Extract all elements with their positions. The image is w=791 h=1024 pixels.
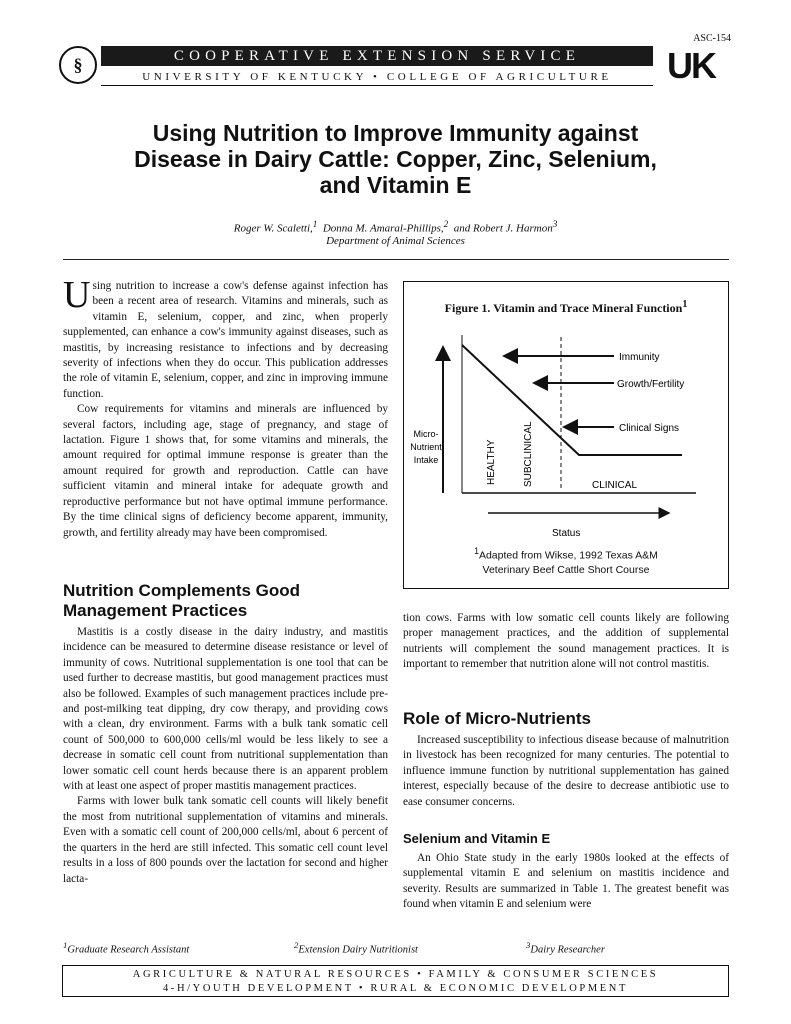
label-immunity: Immunity [619, 352, 660, 363]
footnote-2-sup: 2 [294, 940, 299, 950]
right-column-role [403, 733, 729, 810]
caption-line-1: Adapted from Wikse, 1992 Texas A&M [478, 549, 658, 562]
footer-line-2: 4-H/YOUTH DEVELOPMENT • RURAL & ECONOMIC DEVELOPMENT [163, 983, 628, 994]
author-3: and Robert J. Harmon [453, 222, 553, 235]
footnote-1 [63, 940, 189, 956]
left-column-bottom [63, 625, 388, 887]
page-title [40, 120, 751, 198]
author-line [40, 219, 751, 235]
uk-logo: UK [667, 45, 715, 86]
author-1: Roger W. Scaletti, [233, 222, 313, 235]
figure-diagram [404, 325, 726, 541]
heading-line-2: Management Practices [63, 601, 248, 620]
drop-cap: U [63, 274, 91, 316]
author-2-sup: 2 [443, 219, 449, 229]
footnote-3-sup: 3 [526, 940, 531, 950]
label-healthy: HEALTHY [486, 439, 497, 485]
right-column-continuation [403, 611, 729, 673]
heading-text: Role of Micro-Nutrients [403, 709, 591, 728]
label-clinical: CLINICAL [592, 480, 638, 491]
figure-caption [403, 544, 729, 577]
title-line-3: and Vitamin E [319, 172, 472, 198]
label-y-2: Nutrient [410, 442, 442, 452]
program-footer [62, 965, 729, 997]
footnote-3 [526, 940, 605, 956]
figure-title-text: Figure 1. Vitamin and Trace Mineral Function [444, 301, 683, 315]
label-subclinical: SUBCLINICAL [523, 421, 534, 487]
left-column-top [63, 274, 388, 541]
heading-nutrition-complements [63, 581, 388, 621]
footnote-1-text: Graduate Research Assistant [67, 944, 190, 956]
heading-selenium-vitamin-e [403, 831, 729, 846]
title-divider [63, 259, 729, 260]
title-line-2: Disease in Dairy Cattle: Copper, Zinc, Selenium, [134, 146, 657, 172]
intro-paragraph [63, 274, 388, 402]
caption-line-2: Veterinary Beef Cattle Short Course [482, 563, 650, 576]
label-status: Status [552, 528, 581, 539]
figure-title-sup: 1 [682, 299, 688, 310]
document-number: ASC-154 [693, 33, 731, 44]
label-clinical-signs: Clinical Signs [619, 423, 680, 434]
label-y-3: Intake [413, 455, 439, 465]
paragraph-mastitis: Mastitis is a costly disease in the dairy industry, and mastitis incidence can be measured to determine disease resistance or level of immunity of cows. Nutritional supplementation is one tool that can be used further to decrease mastitis, but good management practices must also be followed. Examples of such management practices include pre- and post-milking teat dipping, dry cow therapy, and providing cows with a clean, dry environment. Farms with a bulk tank somatic cell count of 500,000 to 600,000 cells/ml would be less likely to see a decrease in somatic cell count from nutritional supplementation than lower somatic cell count herds because there is an apparent problem with at least one aspect of proper mastitis management practices. [63, 626, 388, 793]
service-banner: COOPERATIVE EXTENSION SERVICE [101, 46, 653, 66]
footnote-3-text: Dairy Researcher [530, 944, 605, 956]
label-growth: Growth/Fertility [617, 379, 685, 390]
footer-line-1: AGRICULTURE & NATURAL RESOURCES • FAMILY & CONSUMER SCIENCES [132, 969, 659, 980]
paragraph-lower-scc: Farms with lower bulk tank somatic cell counts will likely benefit the most from nutritional supplementation of vitamins and minerals. Even with a somatic cell count of 200,000 cells/ml, about 6 percent of the quarters in the herd are still infected. This somatic cell count level results in a loss of 800 pounds over the lactation for second and higher lacta- [63, 795, 388, 885]
label-y-1: Micro- [413, 429, 439, 439]
paragraph-ohio-study: An Ohio State study in the early 1980s looked at the effects of supplemental vitamin E and selenium on mastitis incidence and severity. Results are summarized in Table 1. The greatest benefit was found when vitamin E and selenium were [403, 852, 729, 911]
footnote-2 [294, 940, 418, 956]
department: Department of Animal Sciences [326, 235, 465, 247]
title-line-1: Using Nutrition to Improve Immunity against [152, 120, 639, 146]
heading-role-micro-nutrients [403, 709, 729, 729]
paragraph-susceptibility: Increased susceptibility to infectious disease because of malnutrition in livestock has been recognized for many centuries. The potential to influence immune function by nutritional supplementation has gained interest, especially because of the desire to decrease antibiotic use to ease consumer concerns. [403, 734, 729, 808]
extension-seal-icon: § [59, 46, 97, 84]
figure-title [403, 299, 729, 316]
footnote-1-sup: 1 [63, 940, 68, 950]
paragraph-requirements: Cow requirements for vitamins and minerals are influenced by several factors, including age, stage of pregnancy, and stage of lactation. Figure 1 shows that, for some vitamins and minerals, the amount required for optimal immune response is greater than the amount required for growth and reproduction. Cattle can have sufficient vitamin and mineral intake for adequate growth and reproductive performance but not have optimal immune performance. By the time clinical signs of deficiency become apparent, immunity, growth, and fertility already may have been compromised. [63, 403, 388, 539]
paragraph-continuation: tion cows. Farms with low somatic cell counts likely are following proper management practices, and the addition of supplemental nutrients will complement the sound management practices. It is important to remember that nutrition alone will not control mastitis. [403, 612, 729, 671]
author-3-sup: 3 [552, 219, 558, 229]
author-1-sup: 1 [312, 219, 318, 229]
author-2: Donna M. Amaral-Phillips, [322, 222, 444, 235]
intro-text: sing nutrition to increase a cow's defense against infection has been a recent area of research. Vitamins and minerals, such as vitamin E, selenium, copper, and zinc, when properly supplemented, can enhance a cow's immunity against diseases, such as mastitis, by increasing resistance to infections and by decreasing severity of infections when they do occur. This publication addresses the role of vitamin E, selenium, copper, and zinc in improving immune function. [63, 280, 388, 400]
caption-sup: 1 [474, 546, 479, 556]
right-column-selenium [403, 851, 729, 913]
heading-line-1: Nutrition Complements Good [63, 581, 301, 600]
subheading-text: Selenium and Vitamin E [403, 831, 551, 846]
footnote-2-text: Extension Dairy Nutritionist [298, 944, 418, 956]
university-line: UNIVERSITY OF KENTUCKY • COLLEGE OF AGRICULTURE [101, 70, 653, 86]
